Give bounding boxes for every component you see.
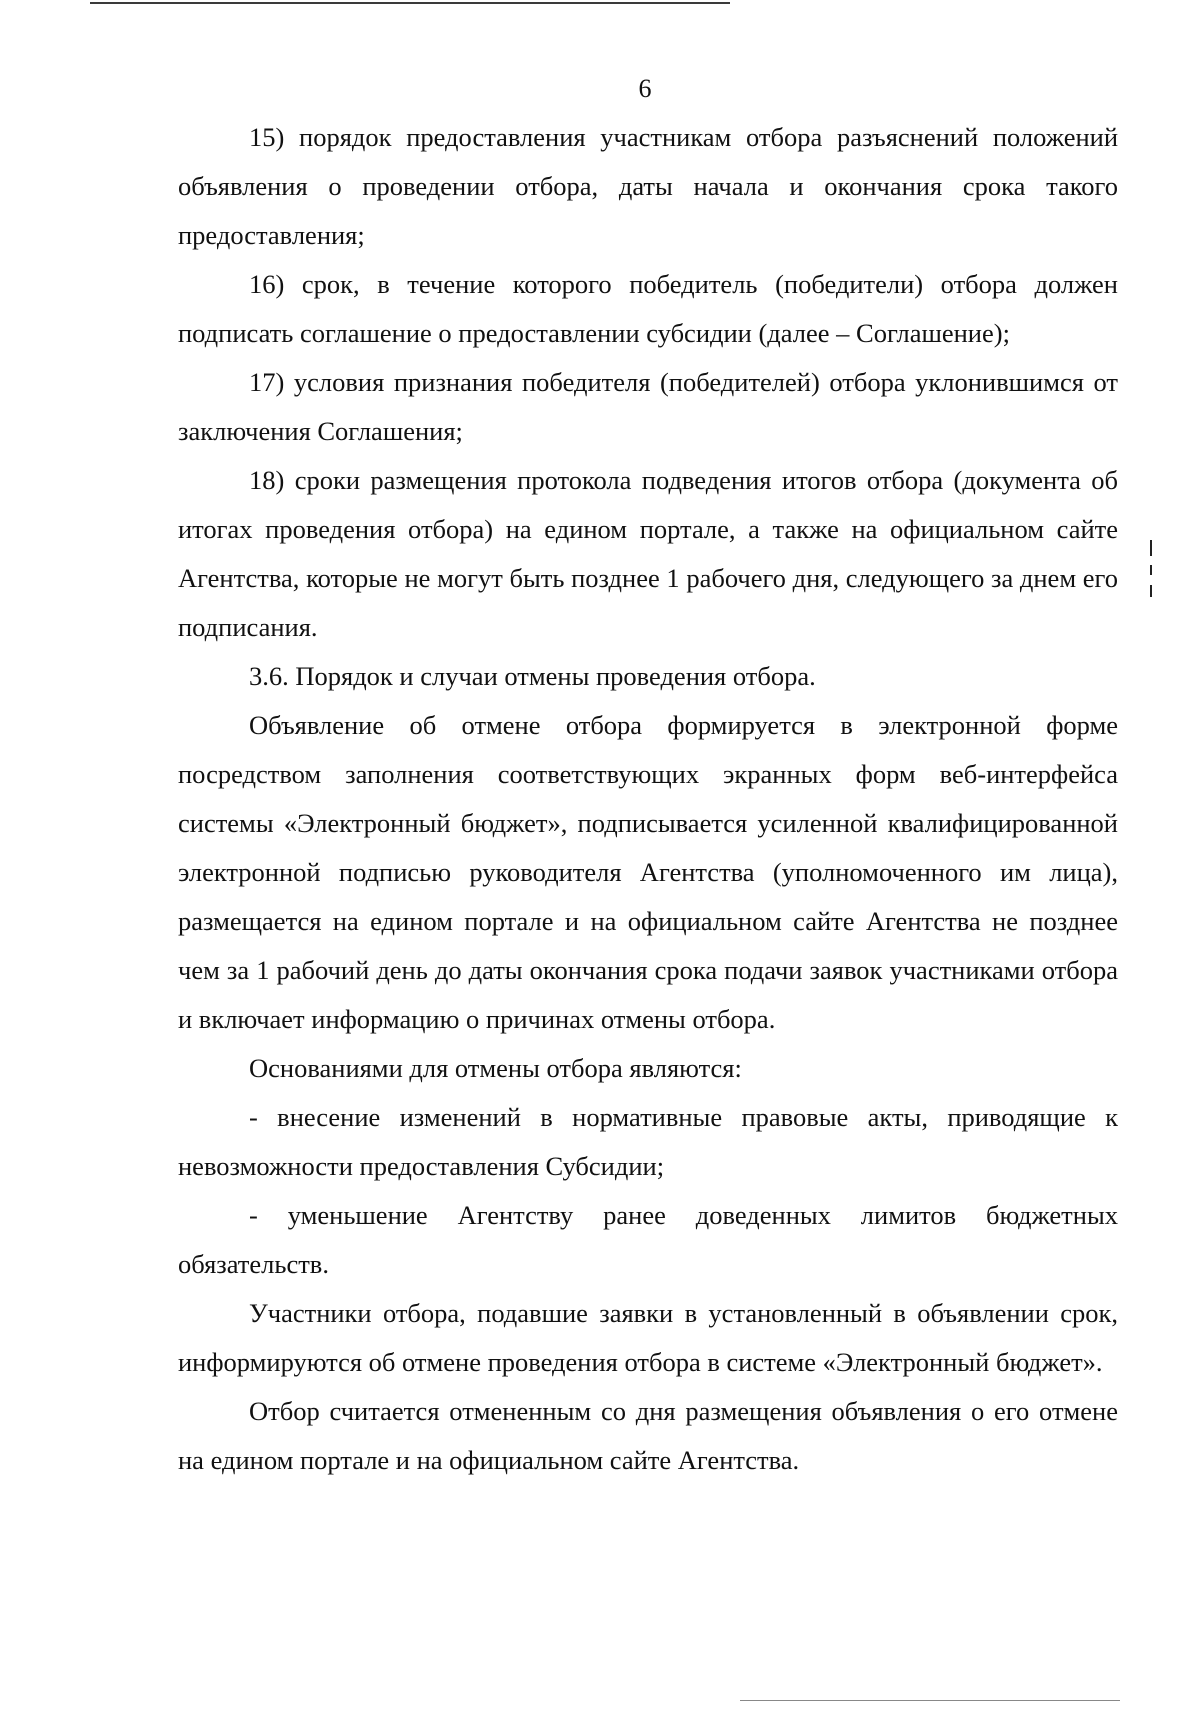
page-number: 6 <box>638 74 652 103</box>
paragraph-cancelled-from-date: Отбор считается отмененным со дня размещения объявления о его отмене на едином портале и на официальном сайте Агентства. <box>178 1396 1118 1475</box>
paragraph-item-16: 16) срок, в течение которого победитель (победители) отбора должен подписать соглашение о предоставлении субсидии (далее – Соглашение); <box>178 269 1118 348</box>
paragraph-cancellation-notice: Объявление об отмене отбора формируется в электронной форме посредством заполнения соответствующих экранных форм веб-интерфейса системы «Электронный бюджет», подписывается усиленной квалифицированной электронной подписью руководителя Агентства (уполномоченного им лица), размещается на едином портале и на официальном сайте Агентства не позднее чем за 1 рабочий день до даты окончания срока подачи заявок участниками отбора и включает информацию о причинах отмены отбора. <box>178 710 1118 1034</box>
margin-mark <box>1150 540 1152 556</box>
scan-edge-top <box>90 2 730 4</box>
list-item-ground-legislation: - внесение изменений в нормативные правовые акты, приводящие к невозможности предоставления Субсидии; <box>178 1102 1118 1181</box>
section-heading-3-6: 3.6. Порядок и случаи отмены проведения отбора. <box>249 661 816 691</box>
scan-edge-bottom <box>740 1700 1120 1701</box>
margin-mark <box>1150 585 1152 597</box>
margin-mark <box>1150 565 1152 575</box>
paragraph-item-18: 18) сроки размещения протокола подведения итогов отбора (документа об итогах проведения отбора) на едином портале, а также на официальном сайте Агентства, которые не могут быть позднее 1 рабочего дня, следующего за днем его подписания. <box>178 465 1118 642</box>
paragraph-item-15: 15) порядок предоставления участникам отбора разъяснений положений объявления о проведении отбора, даты начала и окончания срока такого предоставления; <box>178 122 1118 250</box>
paragraph-participants-informed: Участники отбора, подавшие заявки в установленный в объявлении срок, информируются об отмене проведения отбора в системе «Электронный бюджет». <box>178 1298 1118 1377</box>
document-body <box>178 113 1118 1485</box>
paragraph-grounds-intro: Основаниями для отмены отбора являются: <box>249 1053 742 1083</box>
list-item-ground-limits: - уменьшение Агентству ранее доведенных лимитов бюджетных обязательств. <box>178 1200 1118 1279</box>
paragraph-item-17: 17) условия признания победителя (победителей) отбора уклонившимся от заключения Соглашения; <box>178 367 1118 446</box>
